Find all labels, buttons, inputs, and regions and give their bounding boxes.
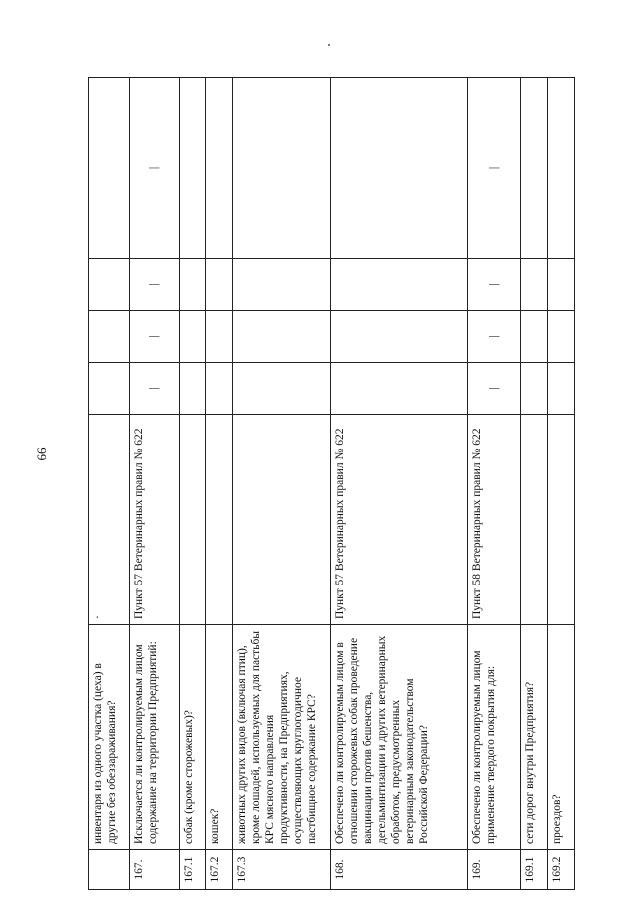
table-row <box>206 78 233 890</box>
answer-yes-cell <box>233 363 331 415</box>
question-text: Обеспечено ли контролируемым лицом применение твердого покрытия для: <box>467 625 521 850</box>
item-number: 167. <box>130 850 179 890</box>
question-text: сети дорог внутри Предприятия? <box>521 625 548 850</box>
item-number: 167.1 <box>179 850 206 890</box>
answer-no-cell: | <box>467 311 521 363</box>
answer-yes-cell <box>89 363 130 415</box>
item-number <box>89 850 130 890</box>
question-text: животных других видов (включая птиц), кроме лошадей, используемых для пастьбы КРС мясного направления продуктивности, на Предприятиях, осуществляющих круглогодичное пастбищное содержание КРС? <box>233 625 331 850</box>
answer-no-cell <box>89 311 130 363</box>
answer-na-cell <box>548 259 575 311</box>
answer-yes-cell <box>179 363 206 415</box>
table-row <box>521 78 548 890</box>
note-cell: | <box>130 78 179 259</box>
table-row <box>89 78 130 890</box>
question-text: собак (кроме сторожевых)? <box>179 625 206 850</box>
legal-reference <box>179 415 206 625</box>
question-text: Обеспечено ли контролируемым лицом в отношении сторожевых собак проведение вакцинации против бешенства, дегельминтизации и других ветеринарных обработок, предусмотренных ветеринарным законодательством Российской Федерации? <box>330 625 467 850</box>
legal-reference: · <box>89 415 130 625</box>
answer-na-cell <box>233 259 331 311</box>
item-number: 169. <box>467 850 521 890</box>
table-row <box>548 78 575 890</box>
answer-na-cell <box>521 259 548 311</box>
scan-speck <box>328 44 330 46</box>
note-cell <box>521 78 548 259</box>
table-row <box>467 78 521 890</box>
answer-no-cell <box>521 311 548 363</box>
page-number: 66 <box>34 447 49 461</box>
answer-no-cell <box>206 311 233 363</box>
answer-no-cell <box>330 311 467 363</box>
answer-yes-cell: | <box>130 363 179 415</box>
answer-yes-cell <box>206 363 233 415</box>
answer-yes-cell: | <box>467 363 521 415</box>
note-cell <box>89 78 130 259</box>
question-text: кошек? <box>206 625 233 850</box>
answer-na-cell <box>179 259 206 311</box>
answer-na-cell: | <box>130 259 179 311</box>
legal-reference <box>206 415 233 625</box>
checklist-table <box>88 77 575 890</box>
note-cell <box>179 78 206 259</box>
item-number: 168. <box>330 850 467 890</box>
table-row <box>330 78 467 890</box>
answer-na-cell <box>206 259 233 311</box>
note-cell <box>548 78 575 259</box>
answer-na-cell <box>89 259 130 311</box>
note-cell <box>206 78 233 259</box>
question-text: проездов? <box>548 625 575 850</box>
legal-reference: Пункт 57 Ветеринарных правил № 622 <box>130 415 179 625</box>
answer-yes-cell <box>548 363 575 415</box>
item-number: 167.3 <box>233 850 331 890</box>
question-text: Исключается ли контролируемым лицом содержание на территории Предприятий: <box>130 625 179 850</box>
answer-no-cell <box>179 311 206 363</box>
legal-reference <box>233 415 331 625</box>
legal-reference <box>548 415 575 625</box>
answer-no-cell: | <box>130 311 179 363</box>
answer-no-cell <box>548 311 575 363</box>
rotated-page-content <box>88 78 575 890</box>
answer-na-cell: | <box>467 259 521 311</box>
item-number: 169.2 <box>548 850 575 890</box>
item-number: 169.1 <box>521 850 548 890</box>
answer-no-cell <box>233 311 331 363</box>
table-row <box>130 78 179 890</box>
question-text: инвентаря из одного участка (цеха) в другие без обеззараживания? <box>89 625 130 850</box>
table-row <box>179 78 206 890</box>
note-cell <box>233 78 331 259</box>
legal-reference: Пункт 58 Ветеринарных правил № 622 <box>467 415 521 625</box>
answer-na-cell <box>330 259 467 311</box>
table-row <box>233 78 331 890</box>
legal-reference <box>521 415 548 625</box>
legal-reference: Пункт 57 Ветеринарных правил № 622 <box>330 415 467 625</box>
answer-yes-cell <box>330 363 467 415</box>
item-number: 167.2 <box>206 850 233 890</box>
note-cell <box>330 78 467 259</box>
answer-yes-cell <box>521 363 548 415</box>
note-cell: | <box>467 78 521 259</box>
